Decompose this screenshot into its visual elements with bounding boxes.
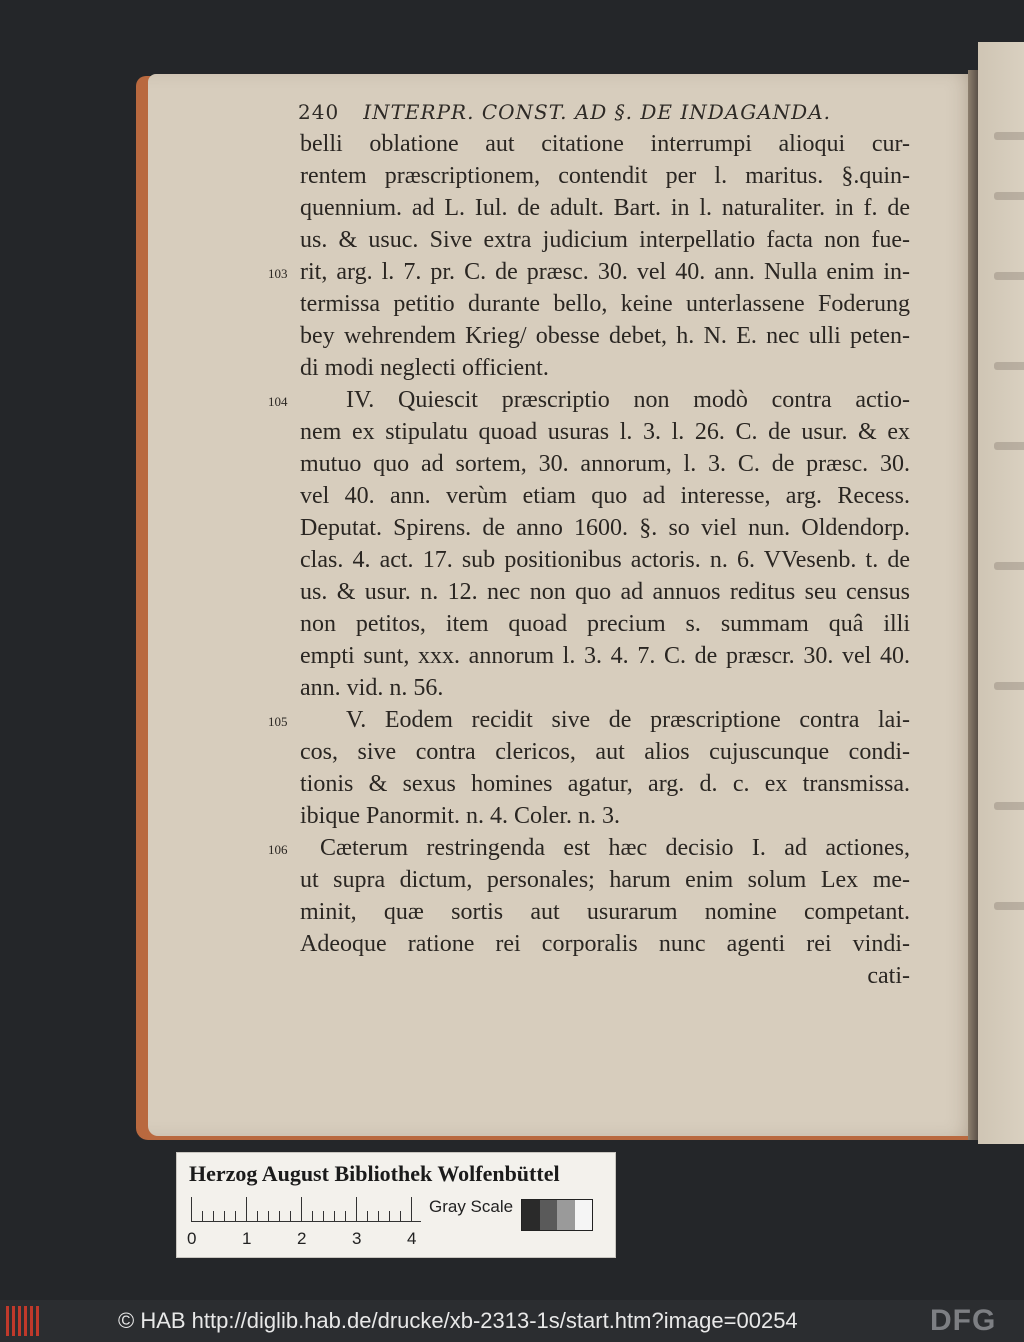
text-line: quennium. ad L. Iul. de adult. Bart. in l. naturaliter. in f. de [300,195,910,221]
ruler-number: 3 [352,1229,362,1248]
page-number: 240 [298,100,340,124]
text-line: vel 40. ann. verùm etiam quo ad interesse, arg. Recess. [300,483,910,509]
text-line: bey wehrendem Krieg/ obesse debet, h. N. E. nec ulli peten- [300,323,910,349]
ruler-number: 1 [242,1229,252,1248]
text-line: empti sunt, xxx. annorum l. 3. 4. 7. C. de præscr. 30. vel 40. [300,643,910,669]
margin-number: 106 [268,842,288,857]
page-gutter [968,70,978,1140]
text-line: clas. 4. act. 17. sub positionibus actoris. n. 6. VVesenb. t. de [300,547,910,573]
dfg-logo: DFG [930,1304,997,1337]
copyright-link[interactable]: © HAB http://diglib.hab.de/drucke/xb-2313-1s/start.htm?image=00254 [118,1308,798,1333]
text-line: IV. Quiescit præscriptio non modò contra actio- [346,387,910,413]
gray-swatch [557,1200,575,1230]
text-line: cos, sive contra clericos, aut alios cujuscunque condi- [300,739,910,765]
text-line: ut supra dictum, personales; harum enim solum Lex me- [300,867,910,893]
catchword: cati- [867,963,910,989]
text-line: termissa petitio durante bello, keine unterlassene Foderung [300,291,910,317]
ruler-number: 2 [297,1229,307,1248]
gray-swatch [540,1200,558,1230]
color-reference-card [176,1152,616,1258]
text-line: us. & usuc. Sive extra judicium interpellatio facta non fue- [300,227,910,253]
text-line: mutuo quo ad sortem, 30. annorum, l. 3. C. de præsc. 30. [300,451,910,477]
gray-swatch [575,1200,593,1230]
hab-logo-icon [6,1306,42,1336]
text-line: nem ex stipulatu quoad usuras l. 3. l. 26. C. de usur. & ex [300,419,910,445]
text-line: rentem præscriptionem, contendit per l. maritus. §.quin- [300,163,910,189]
ruler [191,1197,421,1222]
margin-number: 103 [268,266,288,281]
text-line: us. & usur. n. 12. nec non quo ad annuos reditus seu census [300,579,910,605]
text-line: minit, quæ sortis aut usurarum nomine competant. [300,899,910,925]
text-line: Deputat. Spirens. de anno 1600. §. so viel nun. Oldendorp. [300,515,910,541]
gray-swatch [522,1200,540,1230]
text-line: Cæterum restringenda est hæc decisio I. ad actiones, [320,835,910,861]
text-line: tionis & sexus homines agatur, arg. d. c. ex transmissa. [300,771,910,797]
text-line: di modi neglecti officient. [300,355,549,381]
ruler-number: 0 [187,1229,197,1248]
text-line: V. Eodem recidit sive de præscriptione contra lai- [346,707,910,733]
running-head [298,100,831,130]
text-line: Adeoque ratione rei corporalis nunc agenti rei vindi- [300,931,910,957]
margin-number: 104 [268,394,288,409]
text-line: ann. vid. n. 56. [300,675,444,701]
margin-number: 105 [268,714,288,729]
gray-scale-swatches [521,1199,593,1231]
card-title: Herzog August Bibliothek Wolfenbüttel [189,1161,560,1186]
text-line: rit, arg. l. 7. pr. C. de præsc. 30. vel 40. ann. Nulla enim in- [300,259,910,285]
text-line: ibique Panormit. n. 4. Coler. n. 3. [300,803,620,829]
gray-scale-label: Gray Scale [429,1197,514,1216]
ruler-number: 4 [407,1229,417,1248]
text-line: belli oblatione aut citatione interrumpi alioqui cur- [300,131,910,157]
running-head-title: INTERPR. CONST. AD §. DE INDAGANDA. [363,100,832,124]
viewer-footer [0,1300,1024,1342]
facing-page-edge [978,42,1024,1144]
text-line: non petitos, item quoad precium s. summam quâ illi [300,611,910,637]
